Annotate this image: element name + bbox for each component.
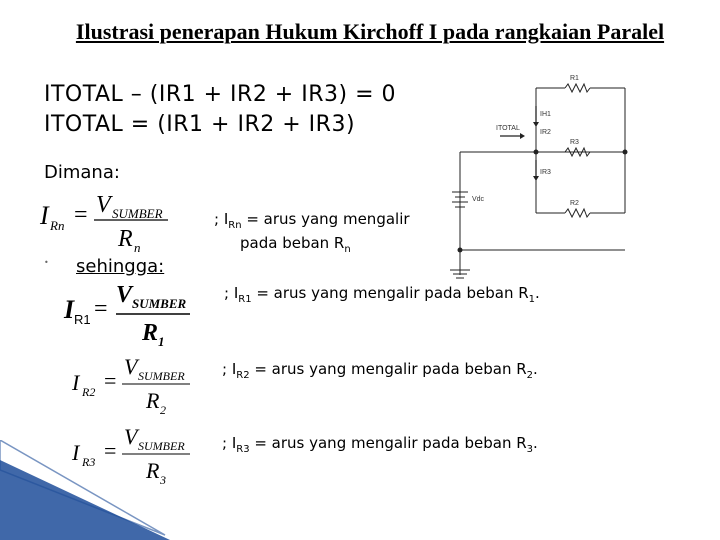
desc-r2-sub2: 2	[526, 370, 534, 381]
arrow-down-icon	[533, 122, 539, 127]
desc-r3-sub2: 3	[526, 444, 534, 455]
formula-r2-lhs: I	[72, 370, 80, 395]
label-vdc: Vdc	[472, 196, 485, 203]
formula-general-equals: =	[74, 202, 88, 228]
label-r1: R1	[570, 75, 579, 82]
desc-general-text2: pada beban R	[240, 234, 345, 252]
desc-r2-dot: .	[533, 360, 538, 378]
desc-r1-dot: .	[535, 284, 540, 302]
formula-r2-num: V	[124, 354, 138, 379]
kirchhoff-equation-2	[44, 112, 355, 137]
formula-general-den-sub: n	[134, 240, 141, 254]
formula-general-den: R	[118, 226, 133, 252]
desc-r1-sub: R1	[238, 294, 252, 305]
label-r3: R3	[570, 139, 579, 146]
arrow-right-icon	[520, 133, 525, 139]
formula-r2	[58, 350, 208, 422]
formula-r3-num-sub: SUMBER	[138, 439, 185, 453]
formula-r1-lhs-sub: R1	[74, 312, 91, 327]
formula-r3-lhs-sub: R3	[82, 455, 96, 469]
formula-r2-den-sub: 2	[160, 403, 166, 417]
desc-r2-sub: R2	[236, 370, 250, 381]
desc-r3-text: = arus yang mengalir pada beban R	[249, 434, 527, 452]
desc-r1-prefix: ; I	[224, 284, 239, 302]
corner-blue-triangle	[0, 460, 170, 540]
node-dot	[458, 248, 463, 253]
node-dot	[534, 150, 539, 155]
resistor-r1	[565, 84, 590, 92]
formula-r1-den: R	[142, 320, 159, 346]
desc-r2-prefix: ; I	[222, 360, 237, 378]
desc-general-text: = arus yang mengalir	[241, 210, 410, 228]
formula-general-lhs-sub: Rn	[50, 218, 65, 233]
formula-r1-equals: =	[94, 296, 108, 322]
dimana-label: Dimana:	[44, 162, 120, 183]
formula-r3-lhs: I	[72, 440, 80, 465]
desc-general-prefix: ; I	[214, 210, 229, 228]
equation-2-text: ITOTAL = (IR1 + IR2 + IR3)	[44, 112, 356, 137]
desc-general-sub: Rn	[228, 220, 242, 231]
equation-1-text: ITOTAL – (IR1 + IR2 + IR3) = 0	[44, 82, 397, 107]
desc-r1-sub2: 1	[528, 294, 536, 305]
label-ir2: IR2	[540, 129, 551, 136]
node-dot	[623, 150, 628, 155]
formula-r2-den: R	[146, 388, 160, 413]
desc-general-line2	[240, 234, 351, 255]
desc-r2	[222, 360, 538, 381]
kirchhoff-equation-1	[44, 82, 396, 107]
desc-r3-sub: R3	[236, 444, 250, 455]
desc-r1	[224, 284, 540, 305]
formula-general	[30, 182, 190, 254]
formula-r2-equals: =	[104, 368, 117, 393]
bullet-dot: •	[44, 258, 49, 267]
formula-r1-lhs: I	[64, 295, 75, 324]
formula-r3-den-sub: 3	[160, 473, 166, 487]
label-r2: R2	[570, 200, 579, 207]
desc-general-line1	[214, 210, 410, 231]
parallel-circuit-diagram	[440, 70, 680, 280]
desc-r3	[222, 434, 538, 455]
formula-r3-equals: =	[104, 438, 117, 463]
arrow-down-icon	[533, 176, 539, 181]
label-ir3: IR3	[540, 169, 551, 176]
formula-r3-den: R	[146, 458, 160, 483]
desc-r2-text: = arus yang mengalir pada beban R	[249, 360, 527, 378]
desc-general-sub2: n	[344, 244, 351, 255]
page-title: Ilustrasi penerapan Hukum Kirchoff I pada rangkaian Paralel	[75, 19, 665, 44]
formula-general-num-sub: SUMBER	[112, 206, 163, 221]
formula-r1	[58, 278, 208, 350]
formula-r3-num: V	[124, 424, 138, 449]
label-ih1: IH1	[540, 111, 551, 118]
resistor-r2	[565, 209, 590, 217]
formula-r2-num-sub: SUMBER	[138, 369, 185, 383]
formula-general-lhs: I	[40, 201, 49, 230]
formula-general-num: V	[96, 192, 111, 218]
formula-r1-den-sub: 1	[158, 334, 165, 349]
formula-r1-num: V	[116, 282, 133, 308]
formula-r2-lhs-sub: R2	[82, 385, 96, 399]
desc-r3-prefix: ; I	[222, 434, 237, 452]
label-itotal: ITOTAL	[496, 125, 520, 132]
desc-r1-text: = arus yang mengalir pada beban R	[251, 284, 529, 302]
decorative-corner-shape	[0, 440, 170, 540]
desc-r3-dot: .	[533, 434, 538, 452]
formula-r1-num-sub: SUMBER	[132, 296, 187, 311]
sehingga-label: sehingga:	[76, 256, 165, 277]
